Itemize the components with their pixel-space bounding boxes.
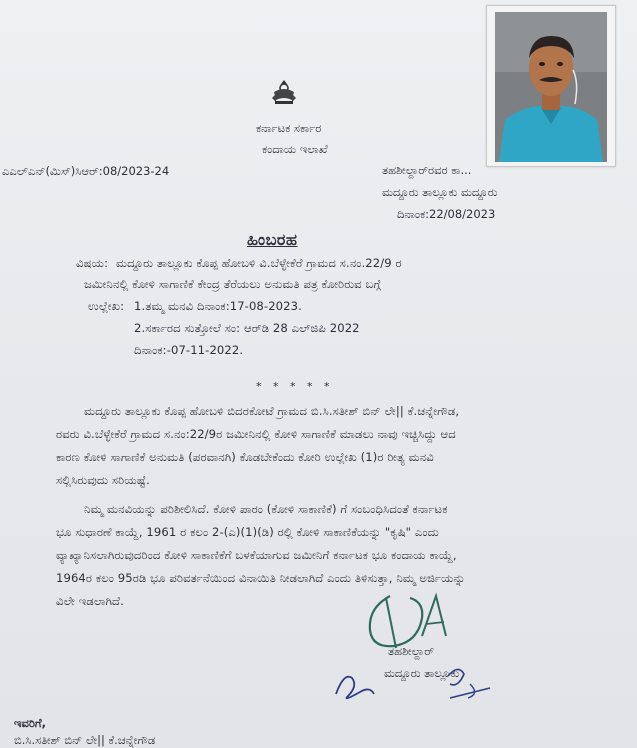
section-separator: * * * * * — [256, 380, 334, 393]
subject-line1: ಮದ್ದೂರು ತಾಲ್ಲೂಕು ಕೊಪ್ಪ ಹೋಬಳಿ ವಿ.ಬೆಳ್ಳೇಕೆರೆ ಗ್ರಾಮದ ಸ.ನಂ.22/9 ರ — [116, 256, 402, 270]
reference-item2: 2.ಸರ್ಕಾರದ ಸುತ್ತೋಲೆ ಸಂ: ಆರ್‌ಡಿ 28 ಎಲ್‌ಜಿಪಿ 2022 — [134, 321, 360, 335]
para1-line2: ರವರು ವಿ.ಬೆಳ್ಳೇಕೆರೆ ಗ್ರಾಮದ ಸ.ನಂ:22/9ರ ಜಮೀನಿನಲ್ಲಿ ಕೋಳಿ ಸಾಗಾಣಿಕೆ ಮಾಡಲು ನಾವು ಇಚ್ಚಿಸಿದ್ದು ಆದ — [56, 427, 456, 441]
dept-name-line1: ಕರ್ನಾಟಕ ಸರ್ಕಾರ — [256, 121, 322, 135]
subject-label: ವಿಷಯ: — [76, 256, 109, 270]
reference-label: ಉಲ್ಲೇಖ: — [88, 299, 125, 313]
para2-line1: ನಿಮ್ಮ ಮನವಿಯನ್ನು ಪರಿಶೀಲಿಸಿದೆ. ಕೋಳಿ ಪಾರಂ (ಕೋಳಿ ಸಾಕಾಣಿಕೆ) ಗೆ ಸಂಬಂಧಿಸಿದಂತೆ ಕರ್ನಾಟಕ — [84, 502, 448, 516]
para2-line3: ವ್ಯಾಖ್ಯಾನಿಸಲಾಗಿರುವುದರಿಂದ ಕೋಳಿ ಸಾಕಾಣಿಕೆಗೆ ಬಳಕೆಯಾಗುವ ಜಮೀನಿಗೆ ಕರ್ನಾಟಕ ಭೂ ಕಂದಾಯ ಕಾಯ್ದೆ, — [56, 548, 457, 562]
subject-line2: ಜಮೀನಿನಲ್ಲಿ ಕೋಳಿ ಸಾಗಾಣಿಕೆ ಕೇಂದ್ರ ತೆರೆಯಲು ಅನುಮತಿ ಪತ್ರ ಕೋರಿರುವ ಬಗ್ಗೆ — [84, 277, 381, 291]
para1-line4: ಸಲ್ಲಿಸಿರುವುದು ಸರಿಯಷ್ಟೆ. — [56, 473, 150, 487]
applicant-photo — [486, 5, 616, 167]
karnataka-emblem-icon — [268, 78, 300, 106]
initials-signature-icon — [330, 658, 500, 706]
office-name-line1: ತಹಶೀಲ್ದಾರ್‌ರವರ ಕಾ... — [382, 163, 472, 177]
para1-line1: ಮದ್ದೂರು ತಾಲ್ಲೂಕು ಕೊಪ್ಪ ಹೋಬಳಿ ಬಿದರಕೋಟೆ ಗ್ರಾಮದ ಬಿ.ಸಿ.ಸತೀಶ್ ಬಿನ್ ಲೇ|| ಕೆ.ಚನ್ನೇಗೌಡ, — [84, 404, 460, 418]
office-name-line2: ಮದ್ದೂರು ತಾಲ್ಲೂಕು ಮದ್ದೂರು — [382, 185, 498, 199]
para2-line4: 1964ರ ಕಲಂ 95ರಡಿ ಭೂ ಪರಿವರ್ತನೆಯಿಂದ ವಿನಾಯಿತಿ ನೀಡಲಾಗಿದೆ ಎಂದು ತಿಳಿಸುತ್ತಾ, ನಿಮ್ಮ ಅರ್ಜಿಯನ್ನು — [56, 571, 466, 585]
para2-line2: ಭೂ ಸುಧಾರಣೆ ಕಾಯ್ದೆ, 1961 ರ ಕಲಂ 2-(ಎ)(1)(ಡಿ) ರಲ್ಲಿ ಕೋಳಿ ಸಾಕಾಣಿಕೆಯನ್ನು "ಕೃಷಿ" ಎಂದು — [56, 525, 439, 539]
para1-line3: ಕಾರಣ ಕೋಳಿ ಸಾಗಾಣಿಕೆ ಅನುಮತಿ (ಪರವಾನಗಿ) ಕೊಡಬೇಕೆಂದು ಕೋರಿ ಉಲ್ಲೇಖ (1)ರ ರೀತ್ಯ ಮನವಿ — [56, 450, 434, 464]
signatory-office: ಮದ್ದೂರು ತಾಲ್ಲೂಕು — [384, 666, 460, 680]
reference-number: ಎಎಲ್ಎನ್(ಮಿಸ್)ಸಿಆರ್:08/2023-24 — [2, 164, 170, 178]
recipient-name: ಬಿ.ಸಿ.ಸತೀಶ್ ಬಿನ್ ಲೇ|| ಕೆ.ಚನ್ನೇಗೌಡ — [14, 733, 156, 747]
letter-date: ದಿನಾಂಕ:22/08/2023 — [397, 207, 496, 221]
signatory-designation: ತಹಶೀಲ್ದಾರ್ — [388, 644, 435, 658]
document-title: ಹಿಂಬರಹ — [247, 230, 298, 249]
dept-name-line2: ಕಂದಾಯ ಇಲಾಖೆ — [262, 142, 328, 156]
para2-line5: ವಿಲೇ ಇಡಲಾಗಿದೆ. — [56, 594, 124, 608]
reference-item1: 1.ತಮ್ಮ ಮನವಿ ದಿನಾಂಕ:17-08-2023. — [134, 299, 302, 313]
reference-item3: ದಿನಾಂಕ:-07-11-2022. — [134, 343, 244, 357]
person-portrait-icon — [495, 12, 607, 162]
recipient-label: ಇವರಿಗೆ, — [14, 716, 46, 730]
